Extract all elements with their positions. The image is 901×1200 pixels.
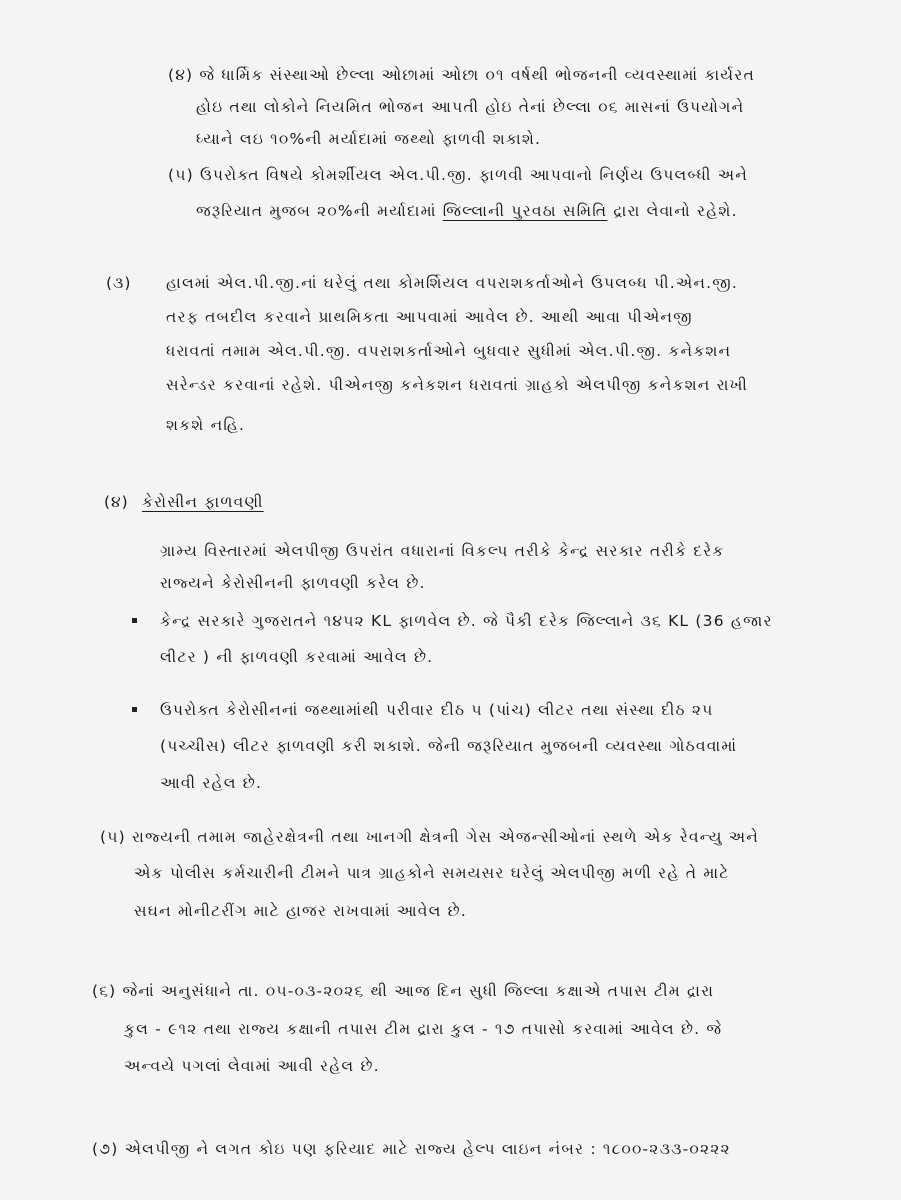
section-4-number: (૪) xyxy=(104,493,129,511)
sec4-bullet2-line-2: (પચ્ચીસ) લીટર ફાળવણી કરી શકાશે. જેની જરૂરિયાત મુજબની વ્યવસ્થા ગોઠવવામાં xyxy=(160,737,738,755)
p4-line-2: હોઇ તથા લોકોને નિયમિત ભોજન આપતી હોઇ તેનાં છેલ્લા ૦૬ માસનાં ઉપયોગને xyxy=(196,98,745,116)
sec7-helpline: (૭) એલપીજી ને લગત કોઇ પણ ફરિયાદ માટે રાજ્ય હેલ્પ લાઇન નંબર : ૧૮૦૦-૨૩૩-૦૨૨૨ xyxy=(92,1140,731,1158)
sec4-intro-line-2: રાજ્યને કેરોસીનની ફાળવણી કરેલ છે. xyxy=(160,574,426,592)
sec6-line-3: અન્વયે પગલાં લેવામાં આવી રહેલ છે. xyxy=(124,1057,380,1075)
sec3-line-2: તરફ તબદીલ કરવાને પ્રાથમિકતા આપવામાં આવેલ છે. આથી આવા પીએનજી xyxy=(166,308,693,326)
district-supply-committee: જિલ્લાની પુરવઠા સમિતિ xyxy=(442,202,608,220)
sec3-line-1: હાલમાં એલ.પી.જી.નાં ઘરેલું તથા કોમર્શિયલ વપરાશકર્તાઓને ઉપલબ્ધ પી.એન.જી. xyxy=(166,274,738,292)
p5-line-1: (૫) ઉપરોક્ત વિષયે કોમર્શીયલ એલ.પી.જી. ફાળવી આપવાનો નિર્ણય ઉપલબ્ધી અને xyxy=(168,166,749,184)
sec4-intro-line-1: ગ્રામ્ય વિસ્તારમાં એલપીજી ઉપરાંત વધારાનાં વિકલ્પ તરીકે કેન્દ્ર સરકાર તરીકે દરેક xyxy=(160,542,725,560)
p5-line-2-pre: જરૂરિયાત મુજબ ૨૦%ની મર્યાદામાં xyxy=(196,202,443,220)
sec5-line-3: સઘન મોનીટરીંગ માટે હાજર રાખવામાં આવેલ છે. xyxy=(134,902,467,920)
bullet-marker xyxy=(132,618,137,623)
sec3-line-3: ધરાવતાં તમામ એલ.પી.જી. વપરાશકર્તાઓને બુધવાર સુધીમાં એલ.પી.જી. કનેકશન xyxy=(166,342,732,360)
section-4-heading: કેરોસીન ફાળવણી xyxy=(142,493,264,511)
sec3-line-5: શકશે નહિ. xyxy=(166,416,246,434)
section-3-number: (૩) xyxy=(106,274,132,292)
p4-line-3: ધ્યાને લઇ ૧૦%ની મર્યાદામાં જથ્થો ફાળવી શકાશે. xyxy=(196,130,542,148)
sec4-bullet2-line-3: આવી રહેલ છે. xyxy=(160,774,263,792)
bullet-marker xyxy=(132,707,137,712)
sec4-bullet1-line-1: કેન્દ્ર સરકારે ગુજરાતને ૧૪૫૨ KL ફાળવેલ છે. જે પૈકી દરેક જિલ્લાને ૩૬ KL (36 હજાર xyxy=(160,612,773,630)
p5-line-2 xyxy=(196,200,738,222)
sec6-line-2: કુલ - ૯૧૨ તથા રાજ્ય કક્ષાની તપાસ ટીમ દ્રારા કુલ - ૧૭ તપાસો કરવામાં આવેલ છે. જે xyxy=(124,1020,723,1038)
p5-line-2-post: દ્રારા લેવાનો રહેશે. xyxy=(607,202,738,220)
sec5-line-1: (૫) રાજ્યની તમામ જાહેરક્ષેત્રની તથા ખાનગી ક્ષેત્રની ગેસ એજન્સીઓનાં સ્થળે એક રેવન્યુ અને xyxy=(100,828,760,846)
sec5-line-2: એક પોલીસ કર્મચારીની ટીમને પાત્ર ગ્રાહકોને સમયસર ઘરેલું એલપીજી મળી રહે તે માટે xyxy=(134,864,730,882)
sec4-bullet2-line-1: ઉપરોક્ત કેરોસીનનાં જથ્થામાંથી પરીવાર દીઠ ૫ (પાંચ) લીટર તથા સંસ્થા દીઠ ૨૫ xyxy=(160,701,714,719)
sec6-line-1: (૬) જેનાં અનુસંધાને તા. ૦૫-૦૩-૨૦૨૬ થી આજ દિન સુધી જિલ્લા કક્ષાએ તપાસ ટીમ દ્રારા xyxy=(92,982,715,1000)
p4-line-1: (૪) જે ધાર્મિક સંસ્થાઓ છેલ્લા ઓછામાં ઓછા ૦૧ વર્ષથી ભોજનની વ્યવસ્થામાં કાર્યરત xyxy=(168,66,755,84)
sec3-line-4: સરેન્ડર કરવાનાં રહેશે. પીએનજી કનેકશન ધરાવતાં ગ્રાહકો એલપીજી કનેકશન રાખી xyxy=(166,376,749,394)
sec4-bullet1-line-2: લીટર ) ની ફાળવણી કરવામાં આવેલ છે. xyxy=(160,648,434,666)
